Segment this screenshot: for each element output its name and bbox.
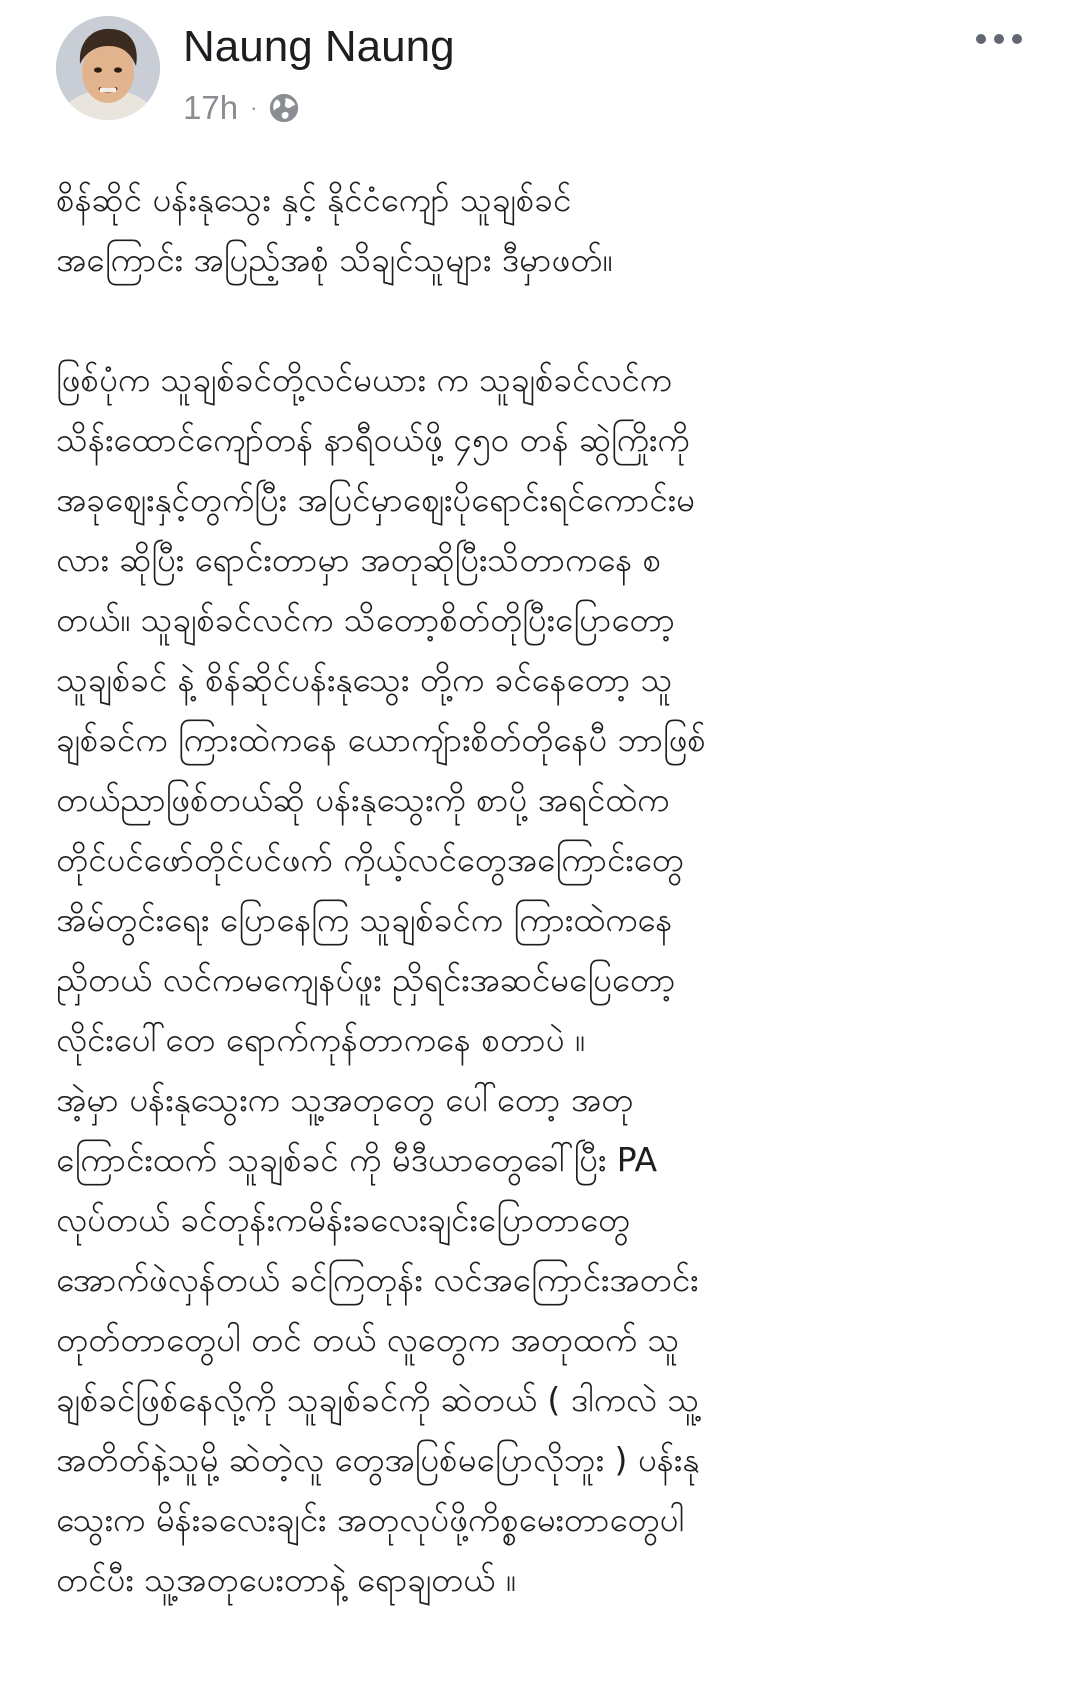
text-line: အကြောင်း အပြည့်အစုံ သိချင်သူများ ဒီမှာဖတ်။ [56,240,613,279]
text-line: စိန်ဆိုင် ပန်းနုသွေး နှင့် နိုင်ငံကျော် သူချစ်ခင် [56,180,572,219]
avatar[interactable] [56,16,160,120]
text-line: ချစ်ခင်က ကြားထဲကနေ ယောကျ်ားစိတ်တိုနေပီ ဘာဖြစ် [56,720,706,759]
text-line: တယ်။ သူချစ်ခင်လင်က သိတော့စိတ်တိုပြီးပြောတော့ [56,600,675,639]
text-line: လုပ်တယ် ခင်တုန်းကမိန်းခလေးချင်းပြောတာတွေ [56,1200,630,1239]
text-line: အိမ်တွင်းရေး ပြောနေကြ သူချစ်ခင်က ကြားထဲကနေ [56,900,673,939]
text-line: သိန်းထောင်ကျော်တန် နာရီဝယ်ဖို့ ၄၅၀ တန် ဆွဲကြိုးကို [56,420,690,459]
meta-separator: · [250,95,258,120]
text-line: ချစ်ခင်ဖြစ်နေလို့ကို သူချစ်ခင်ကို ဆဲတယ် ( ဒါကလဲ သူ့ [56,1380,700,1419]
text-line: တယ်ညာဖြစ်တယ်ဆို ပန်းနုသွေးကို စာပို့ အရင်ထဲက [56,780,670,819]
text-line: ကြောင်းထက် သူချစ်ခင် ကို မီဒီယာတွေခေါ်ပြီး PA [56,1140,658,1179]
more-options-icon[interactable] [976,32,1022,46]
post-paragraph-story-2 [56,1070,1016,1610]
text-line: ဖြစ်ပုံက သူချစ်ခင်တို့လင်မယား က သူချစ်ခင်လင်က [56,360,672,399]
text-line: အောက်ဖဲလှန်တယ် ခင်ကြတုန်း လင်အကြောင်းအတင်း [56,1260,699,1299]
post-paragraph-intro [56,170,1016,290]
globe-icon[interactable] [267,91,301,125]
post-timestamp[interactable]: 17h [183,89,239,126]
text-line: သူချစ်ခင် နဲ့ စိန်ဆိုင်ပန်းနုသွေး တို့က ခင်နေတော့ သူ [56,660,673,699]
text-line: အခုဈေးနှင့်တွက်ပြီး အပြင်မှာဈေးပိုရောင်းရင်ကောင်းမ [56,480,695,519]
profile-photo [56,16,160,120]
text-line: သွေးက မိန်းခလေးချင်း အတုလုပ်ဖို့ကိစ္စမေးတာတွေပါ [56,1500,685,1539]
author-name[interactable]: Naung Naung [183,22,455,71]
text-line: အတိတ်နဲ့သူမို့ ဆဲတဲ့လူ တွေအပြစ်မပြောလိုဘူး ) ပန်းနု [56,1440,700,1479]
text-line: တုတ်တာတွေပါ တင် တယ် လူတွေက အတုထက် သူ [56,1320,680,1359]
post-text [56,170,1016,1610]
text-line: တိုင်ပင်ဖော်တိုင်ပင်ဖက် ကိုယ့်လင်တွေအကြောင်းတွေ [56,840,684,879]
text-line: တင်ပီး သူ့အတုပေးတာနဲ့ ရောချတယ် ။ [56,1560,516,1599]
post-paragraph-story-1 [56,350,1016,1070]
text-line: လိုင်းပေါ်တေ ရောက်ကုန်တာကနေ စတာပဲ ။ [56,1020,585,1059]
text-line: အဲ့မှာ ပန်းနုသွေးက သူ့အတုတွေ ပေါ်တော့ အတု [56,1080,634,1119]
text-line: ညှိတယ် လင်ကမကျေနပ်ဖူး ညှိရင်းအဆင်မပြေတော့ [56,960,676,999]
text-line: လား ဆိုပြီး ရောင်းတာမှာ အတုဆိုပြီးသိတာကနေ စ [56,540,662,579]
post-meta [183,86,301,130]
